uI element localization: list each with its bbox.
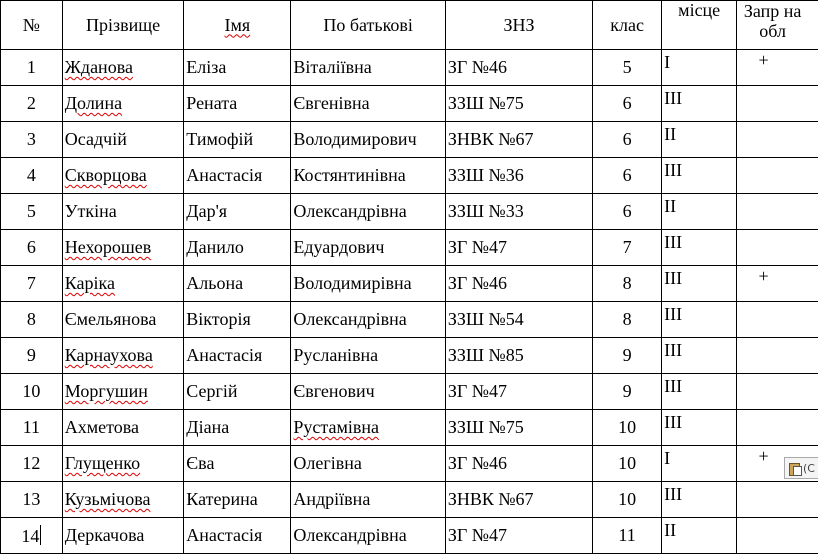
cell-name-text: Сергій bbox=[186, 381, 237, 401]
cell-number-text: 7 bbox=[27, 273, 36, 293]
cell-number[interactable] bbox=[1, 518, 63, 554]
cell-place[interactable] bbox=[662, 302, 737, 338]
cell-surname-text: Моргушин bbox=[65, 381, 148, 401]
cell-surname-text: Нехорошев bbox=[65, 237, 151, 257]
cell-name-text: Вікторія bbox=[186, 309, 250, 329]
header-name[interactable] bbox=[184, 1, 291, 50]
cell-invited[interactable] bbox=[737, 194, 818, 230]
cell-school-text: ЗНВК №67 bbox=[448, 489, 534, 509]
cell-place[interactable] bbox=[662, 482, 737, 518]
cell-school[interactable] bbox=[445, 50, 592, 86]
cell-school-text: ЗГ №47 bbox=[448, 525, 507, 545]
cell-surname[interactable] bbox=[62, 482, 184, 518]
cell-place[interactable] bbox=[662, 338, 737, 374]
table-row bbox=[1, 266, 818, 302]
cell-surname[interactable] bbox=[62, 266, 184, 302]
cell-name[interactable] bbox=[184, 230, 291, 266]
header-school[interactable]: ЗНЗ bbox=[445, 1, 592, 50]
cell-patronymic-text: Євгенович bbox=[293, 381, 374, 401]
cell-surname[interactable] bbox=[62, 446, 184, 482]
cell-school-text: ЗЗШ №54 bbox=[448, 309, 524, 329]
cell-name-text: Анастасія bbox=[186, 345, 262, 365]
cell-school[interactable] bbox=[445, 374, 592, 410]
cell-name[interactable] bbox=[184, 302, 291, 338]
cell-invited[interactable] bbox=[737, 266, 818, 302]
cell-surname-text: Ємельянова bbox=[65, 309, 157, 329]
table-row bbox=[1, 410, 818, 446]
cell-surname-text: Кузьмічова bbox=[65, 489, 151, 509]
cell-school[interactable] bbox=[445, 194, 592, 230]
cell-grade-text: 6 bbox=[623, 93, 632, 113]
cell-grade-text: 6 bbox=[623, 165, 632, 185]
cell-name[interactable] bbox=[184, 518, 291, 554]
table-row bbox=[1, 158, 818, 194]
cell-name[interactable] bbox=[184, 410, 291, 446]
cell-invited[interactable] bbox=[737, 518, 818, 554]
table-row bbox=[1, 230, 818, 266]
cell-grade[interactable] bbox=[593, 446, 662, 482]
cell-school[interactable] bbox=[445, 338, 592, 374]
cell-place-text: III bbox=[664, 304, 682, 324]
cell-number[interactable] bbox=[1, 50, 63, 86]
cell-school-text: ЗЗШ №33 bbox=[448, 201, 524, 221]
cell-place[interactable] bbox=[662, 230, 737, 266]
cell-patronymic-text: Євгенівна bbox=[293, 93, 369, 113]
cell-surname-text: Карнаухова bbox=[65, 345, 153, 365]
cell-name[interactable] bbox=[184, 482, 291, 518]
cell-name[interactable] bbox=[184, 158, 291, 194]
cell-patronymic-text: Олександрівна bbox=[293, 309, 406, 329]
table-row bbox=[1, 86, 818, 122]
cell-invited[interactable] bbox=[737, 230, 818, 266]
cell-school-text: ЗЗШ №85 bbox=[448, 345, 524, 365]
cell-invited[interactable] bbox=[737, 410, 818, 446]
cell-name-text: Анастасія bbox=[186, 165, 262, 185]
cell-school[interactable] bbox=[445, 122, 592, 158]
cell-grade[interactable] bbox=[593, 302, 662, 338]
cell-invited[interactable] bbox=[737, 158, 818, 194]
cell-number[interactable] bbox=[1, 446, 63, 482]
cell-grade[interactable] bbox=[593, 86, 662, 122]
cell-name[interactable] bbox=[184, 194, 291, 230]
cell-grade[interactable] bbox=[593, 50, 662, 86]
cell-school[interactable] bbox=[445, 482, 592, 518]
cell-name[interactable] bbox=[184, 266, 291, 302]
cell-name[interactable] bbox=[184, 122, 291, 158]
cell-surname-text: Скворцова bbox=[65, 165, 147, 185]
cell-name-text: Тимофій bbox=[186, 129, 253, 149]
cell-grade-text: 8 bbox=[623, 309, 632, 329]
cell-place-text: III bbox=[664, 160, 682, 180]
cell-grade[interactable] bbox=[593, 482, 662, 518]
cell-grade[interactable] bbox=[593, 230, 662, 266]
cell-patronymic[interactable] bbox=[291, 194, 445, 230]
cell-place-text: III bbox=[664, 232, 682, 252]
cell-place-text: III bbox=[664, 376, 682, 396]
cell-surname[interactable] bbox=[62, 338, 184, 374]
cell-number-text: 13 bbox=[22, 489, 40, 509]
cell-grade[interactable] bbox=[593, 518, 662, 554]
cell-place[interactable] bbox=[662, 446, 737, 482]
table-row bbox=[1, 50, 818, 86]
cell-invited[interactable] bbox=[737, 86, 818, 122]
cell-place[interactable] bbox=[662, 50, 737, 86]
cell-patronymic[interactable] bbox=[291, 410, 445, 446]
cell-school[interactable] bbox=[445, 446, 592, 482]
cell-name-text: Дар'я bbox=[186, 201, 227, 221]
cell-grade[interactable] bbox=[593, 410, 662, 446]
cell-place-text: II bbox=[664, 196, 676, 216]
cell-grade[interactable] bbox=[593, 338, 662, 374]
cell-patronymic-text: Віталіївна bbox=[293, 57, 371, 77]
cell-number[interactable] bbox=[1, 410, 63, 446]
cell-school[interactable] bbox=[445, 518, 592, 554]
header-name-text: Імя bbox=[225, 15, 251, 35]
cell-grade-text: 11 bbox=[618, 525, 635, 545]
cell-surname-text: Каріка bbox=[65, 273, 115, 293]
cell-number-text: 5 bbox=[27, 201, 36, 221]
cell-grade-text: 10 bbox=[618, 417, 636, 437]
cell-invited[interactable] bbox=[737, 302, 818, 338]
cell-patronymic[interactable] bbox=[291, 266, 445, 302]
cell-place[interactable] bbox=[662, 374, 737, 410]
cell-school[interactable] bbox=[445, 230, 592, 266]
cell-patronymic[interactable] bbox=[291, 158, 445, 194]
cell-number-text: 1 bbox=[27, 57, 36, 77]
cell-patronymic[interactable] bbox=[291, 446, 445, 482]
cell-patronymic[interactable] bbox=[291, 374, 445, 410]
cell-name[interactable] bbox=[184, 338, 291, 374]
cell-school-text: ЗГ №47 bbox=[448, 237, 507, 257]
cell-number-text: 10 bbox=[22, 381, 40, 401]
cell-surname[interactable] bbox=[62, 194, 184, 230]
cell-name-text: Альона bbox=[186, 273, 243, 293]
cell-number[interactable] bbox=[1, 194, 63, 230]
cell-surname-text: Деркачова bbox=[65, 525, 145, 545]
table-row bbox=[1, 518, 818, 554]
cell-patronymic[interactable] bbox=[291, 86, 445, 122]
table-row bbox=[1, 338, 818, 374]
cell-patronymic-text: Олександрівна bbox=[293, 201, 406, 221]
cell-place-text: II bbox=[664, 520, 676, 540]
header-patronymic[interactable]: По батькові bbox=[291, 1, 445, 50]
cell-surname[interactable] bbox=[62, 230, 184, 266]
cell-invited[interactable] bbox=[737, 374, 818, 410]
cell-grade[interactable] bbox=[593, 158, 662, 194]
table-row bbox=[1, 374, 818, 410]
cell-place-text: III bbox=[664, 484, 682, 504]
cell-grade[interactable] bbox=[593, 122, 662, 158]
cell-name[interactable] bbox=[184, 50, 291, 86]
cell-number[interactable] bbox=[1, 482, 63, 518]
cell-school[interactable] bbox=[445, 302, 592, 338]
cell-number-text: 3 bbox=[27, 129, 36, 149]
cell-place-text: III bbox=[664, 268, 682, 288]
cell-name[interactable] bbox=[184, 86, 291, 122]
cell-number[interactable] bbox=[1, 230, 63, 266]
cell-surname[interactable] bbox=[62, 410, 184, 446]
cell-patronymic-text: Володимирович bbox=[293, 129, 416, 149]
cell-number[interactable] bbox=[1, 338, 63, 374]
cell-surname[interactable] bbox=[62, 302, 184, 338]
cell-patronymic[interactable] bbox=[291, 338, 445, 374]
cell-school-text: ЗГ №47 bbox=[448, 381, 507, 401]
cell-patronymic-text: Володимирівна bbox=[293, 273, 411, 293]
cell-number[interactable] bbox=[1, 158, 63, 194]
cell-patronymic[interactable] bbox=[291, 482, 445, 518]
cell-grade-text: 9 bbox=[623, 345, 632, 365]
cell-grade-text: 8 bbox=[623, 273, 632, 293]
cell-patronymic-text: Едуардович bbox=[293, 237, 384, 257]
table-row bbox=[1, 302, 818, 338]
cell-invited-text: + bbox=[759, 50, 769, 70]
paste-options-button[interactable] bbox=[784, 457, 818, 479]
cell-name-text: Діана bbox=[186, 417, 229, 437]
paste-options-label: (C bbox=[803, 462, 815, 475]
cell-patronymic-text: Андріївна bbox=[293, 489, 370, 509]
cell-surname-text: Жданова bbox=[65, 57, 133, 77]
cell-place[interactable] bbox=[662, 86, 737, 122]
cell-grade[interactable] bbox=[593, 374, 662, 410]
cell-grade-text: 9 bbox=[623, 381, 632, 401]
cell-name[interactable] bbox=[184, 446, 291, 482]
cell-surname[interactable] bbox=[62, 374, 184, 410]
cell-number-text: 14 bbox=[21, 526, 39, 546]
cell-school-text: ЗЗШ №75 bbox=[448, 417, 524, 437]
cell-patronymic[interactable] bbox=[291, 122, 445, 158]
cell-number[interactable] bbox=[1, 302, 63, 338]
table-row bbox=[1, 194, 818, 230]
cell-number-text: 4 bbox=[27, 165, 36, 185]
cell-invited[interactable] bbox=[737, 122, 818, 158]
cell-surname[interactable] bbox=[62, 158, 184, 194]
table-row bbox=[1, 122, 818, 158]
cell-place-text: III bbox=[664, 88, 682, 108]
cell-name[interactable] bbox=[184, 374, 291, 410]
cell-place[interactable] bbox=[662, 194, 737, 230]
cell-school-text: ЗЗШ №36 bbox=[448, 165, 524, 185]
cell-surname-text: Уткіна bbox=[65, 201, 117, 221]
cell-school[interactable] bbox=[445, 86, 592, 122]
cell-name-text: Катерина bbox=[186, 489, 257, 509]
cell-place-text: I bbox=[664, 448, 670, 468]
cell-place[interactable] bbox=[662, 266, 737, 302]
cell-patronymic[interactable] bbox=[291, 302, 445, 338]
cell-school[interactable] bbox=[445, 410, 592, 446]
cell-invited-text: + bbox=[759, 446, 769, 466]
cell-name-text: Анастасія bbox=[186, 525, 262, 545]
cell-name-text: Еліза bbox=[186, 57, 226, 77]
cell-surname[interactable] bbox=[62, 50, 184, 86]
cell-surname-text: Ахметова bbox=[65, 417, 139, 437]
table-row bbox=[1, 482, 818, 518]
header-row bbox=[1, 1, 818, 50]
cell-place-text: I bbox=[664, 52, 670, 72]
cell-grade[interactable] bbox=[593, 194, 662, 230]
cell-number-text: 2 bbox=[27, 93, 36, 113]
cell-place[interactable] bbox=[662, 518, 737, 554]
cell-number-text: 9 bbox=[27, 345, 36, 365]
cell-patronymic-text: Олегівна bbox=[293, 453, 361, 473]
cell-place[interactable] bbox=[662, 122, 737, 158]
cell-school-text: ЗГ №46 bbox=[448, 453, 507, 473]
cell-number[interactable] bbox=[1, 122, 63, 158]
cell-place[interactable] bbox=[662, 410, 737, 446]
cell-surname[interactable] bbox=[62, 122, 184, 158]
cell-place-text: II bbox=[664, 124, 676, 144]
cell-grade-text: 5 bbox=[623, 57, 632, 77]
cell-number[interactable] bbox=[1, 266, 63, 302]
cell-surname[interactable] bbox=[62, 518, 184, 554]
cell-school-text: ЗГ №46 bbox=[448, 57, 507, 77]
header-number[interactable]: № bbox=[1, 1, 63, 50]
cell-school-text: ЗГ №46 bbox=[448, 273, 507, 293]
cell-patronymic-text: Костянтинівна bbox=[293, 165, 405, 185]
cell-surname-text: Долина bbox=[65, 93, 122, 113]
cell-invited[interactable] bbox=[737, 338, 818, 374]
cell-surname-text: Глущенко bbox=[65, 453, 140, 473]
cell-patronymic-text: Русланівна bbox=[293, 345, 378, 365]
cell-number[interactable] bbox=[1, 86, 63, 122]
cell-number-text: 12 bbox=[22, 453, 40, 473]
cell-grade-text: 6 bbox=[623, 129, 632, 149]
clipboard-icon bbox=[788, 461, 801, 475]
cell-patronymic[interactable] bbox=[291, 230, 445, 266]
header-invited[interactable]: Запр на обл bbox=[737, 1, 818, 50]
cell-patronymic[interactable] bbox=[291, 518, 445, 554]
cell-school-text: ЗЗШ №75 bbox=[448, 93, 524, 113]
cell-school-text: ЗНВК №67 bbox=[448, 129, 534, 149]
cell-surname[interactable] bbox=[62, 86, 184, 122]
cell-grade-text: 7 bbox=[623, 237, 632, 257]
header-grade[interactable]: клас bbox=[593, 1, 662, 50]
cell-number-text: 8 bbox=[27, 309, 36, 329]
cell-number-text: 11 bbox=[23, 417, 40, 437]
cell-patronymic-text: Рустамівна bbox=[293, 417, 379, 437]
cell-school[interactable] bbox=[445, 158, 592, 194]
cell-invited[interactable] bbox=[737, 482, 818, 518]
cell-grade[interactable] bbox=[593, 266, 662, 302]
cell-name-text: Єва bbox=[186, 453, 214, 473]
cell-grade-text: 10 bbox=[618, 453, 636, 473]
cell-number[interactable] bbox=[1, 374, 63, 410]
cell-place[interactable] bbox=[662, 158, 737, 194]
cell-name-text: Данило bbox=[186, 237, 244, 257]
cell-patronymic[interactable] bbox=[291, 50, 445, 86]
table-row bbox=[1, 446, 818, 482]
cell-place-text: III bbox=[664, 412, 682, 432]
cell-invited[interactable] bbox=[737, 50, 818, 86]
cell-school[interactable] bbox=[445, 266, 592, 302]
cell-grade-text: 6 bbox=[623, 201, 632, 221]
cell-grade-text: 10 bbox=[618, 489, 636, 509]
cell-name-text: Рената bbox=[186, 93, 237, 113]
header-surname[interactable]: Прізвище bbox=[62, 1, 184, 50]
cell-invited-text: + bbox=[759, 266, 769, 286]
cell-number-text: 6 bbox=[27, 237, 36, 257]
cell-patronymic-text: Олександрівна bbox=[293, 525, 406, 545]
header-place[interactable]: місце bbox=[662, 1, 737, 50]
cell-place-text: III bbox=[664, 340, 682, 360]
cell-surname-text: Осадчій bbox=[65, 129, 127, 149]
